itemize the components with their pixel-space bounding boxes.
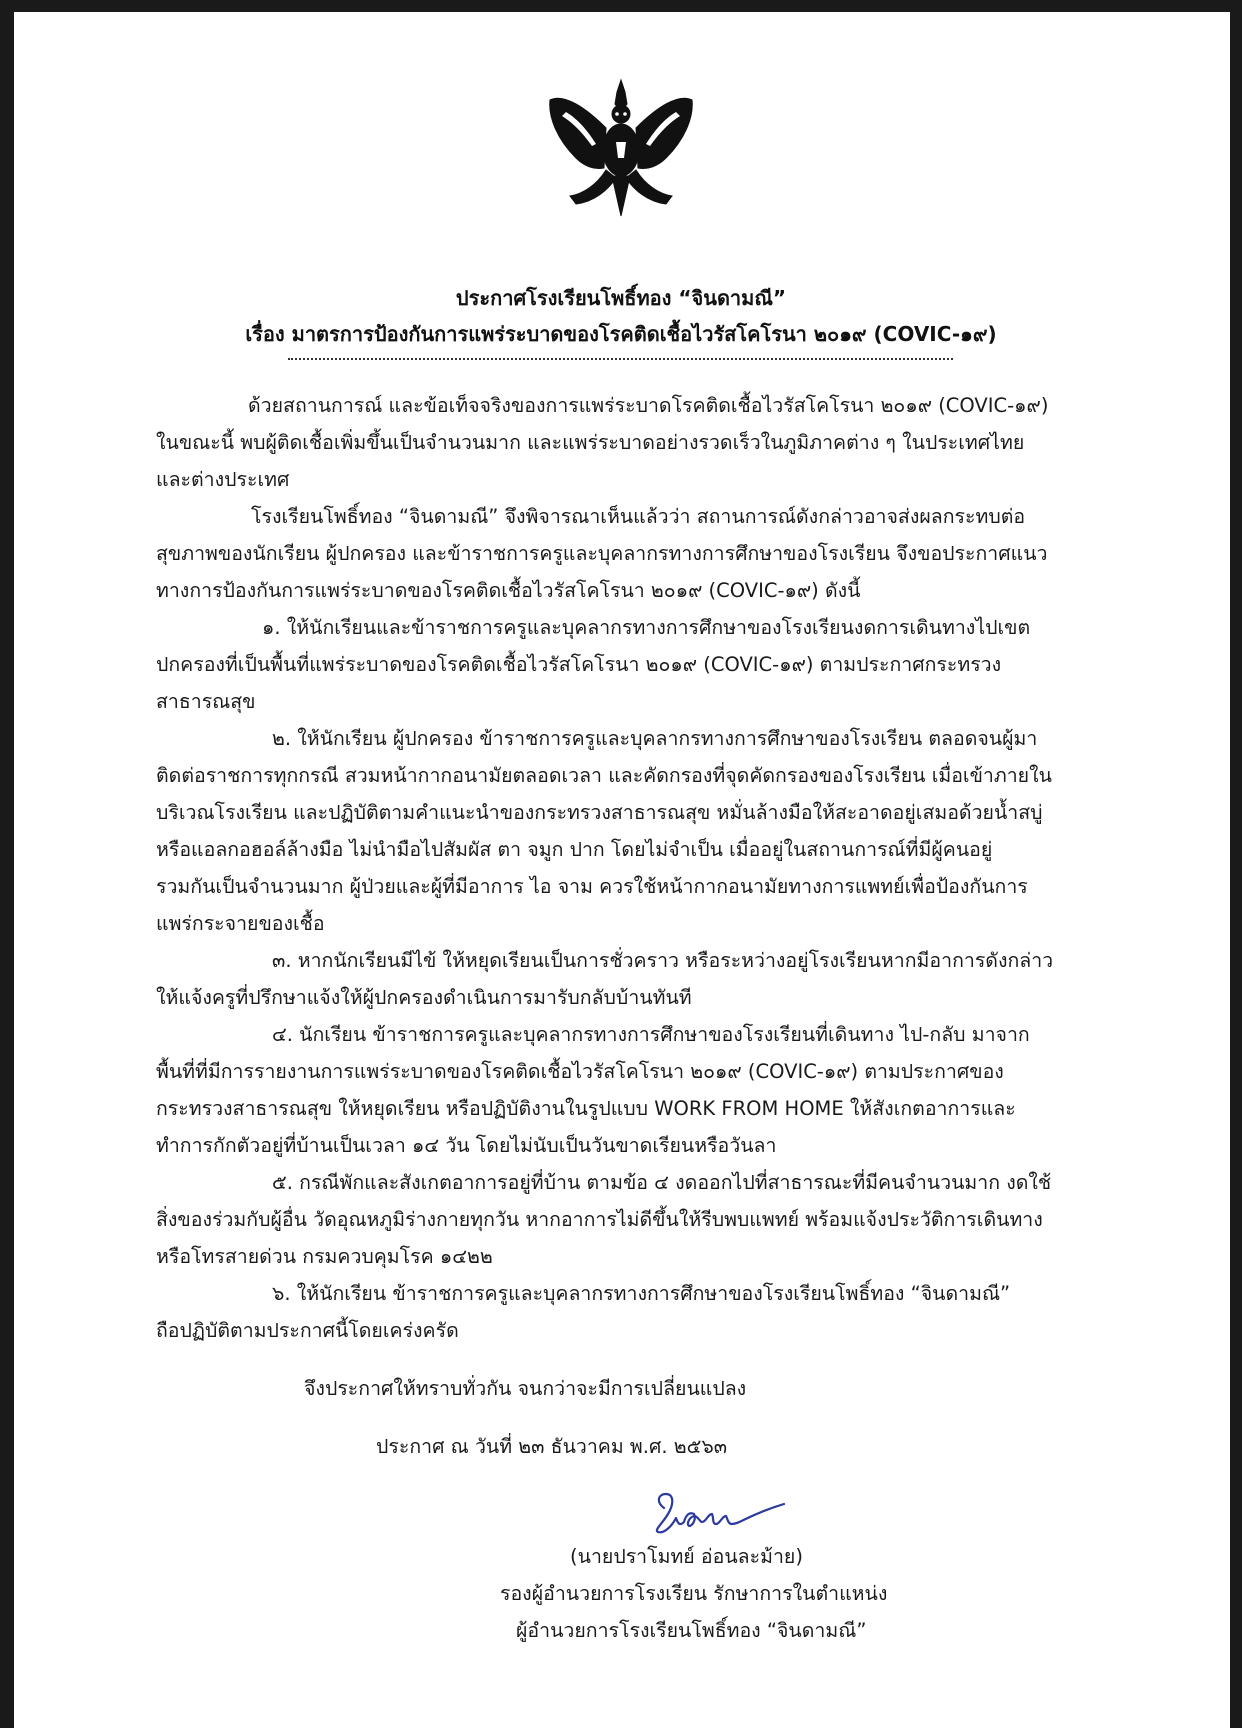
body-line: บริเวณโรงเรียน และปฏิบัติตามคำแนะนำของกระทรวงสาธารณสุข หมั่นล้างมือให้สะอาดอยู่เสมอด้วยน้ำสบู่ bbox=[156, 801, 1043, 824]
item-5-line: ๕. กรณีพักและสังเกตอาการอยู่ที่บ้าน ตามข้อ ๔ งดออกไปที่สาธารณะที่มีคนจำนวนมาก งดใช้ bbox=[272, 1171, 1052, 1194]
body-line: ปกครองที่เป็นพื้นที่แพร่ระบาดของโรคติดเชื้อไวรัสโคโรนา ๒๐๑๙ (COVIC-๑๙) ตามประกาศกระทรวง bbox=[156, 653, 1002, 676]
body-line: แพร่กระจายของเชื้อ bbox=[156, 912, 325, 935]
body-line: ให้แจ้งครูที่ปรึกษาแจ้งให้ผู้ปกครองดำเนินการมารับกลับบ้านทันที bbox=[156, 986, 692, 1009]
announcement-date: ประกาศ ณ วันที่ ๒๓ ธันวาคม พ.ศ. ๒๕๖๓ bbox=[376, 1435, 728, 1458]
body-line: ด้วยสถานการณ์ และข้อเท็จจริงของการแพร่ระบาดโรคติดเชื้อไวรัสโคโรนา ๒๐๑๙ (COVIC-๑๙) bbox=[248, 394, 1049, 417]
body-line: และต่างประเทศ bbox=[156, 468, 290, 491]
item-1-line: ๑. ให้นักเรียนและข้าราชการครูและบุคลากรทางการศึกษาของโรงเรียนงดการเดินทางไปเขต bbox=[262, 616, 1031, 639]
signer-title: ผู้อำนวยการโรงเรียนโพธิ์ทอง “จินดามณี” bbox=[516, 1619, 867, 1642]
closing-text: จึงประกาศให้ทราบทั่วกัน จนกว่าจะมีการเปลี่ยนแปลง bbox=[304, 1377, 747, 1400]
garuda-emblem-icon bbox=[546, 78, 696, 224]
body-line: สาธารณสุข bbox=[156, 690, 256, 713]
document-page bbox=[14, 12, 1230, 1728]
item-2-line: ๒. ให้นักเรียน ผู้ปกครอง ข้าราชการครูและบุคลากรทางการศึกษาของโรงเรียน ตลอดจนผู้มา bbox=[272, 727, 1038, 750]
item-4-line: ๔. นักเรียน ข้าราชการครูและบุคลากรทางการศึกษาของโรงเรียนที่เดินทาง ไป-กลับ มาจาก bbox=[272, 1023, 1030, 1046]
body-line: รวมกันเป็นจำนวนมาก ผู้ป่วยและผู้ที่มีอาการ ไอ จาม ควรใช้หน้ากากอนามัยทางการแพทย์เพื่อป้องกันการ bbox=[156, 875, 1028, 898]
body-line: พื้นที่ที่มีการรายงานการแพร่ระบาดของโรคติดเชื้อไวรัสโคโรนา ๒๐๑๙ (COVIC-๑๙) ตามประกาศของ bbox=[156, 1060, 1004, 1083]
body-line: หรือโทรสายด่วน กรมควบคุมโรค ๑๔๒๒ bbox=[156, 1245, 493, 1268]
body-line: ทางการป้องกันการแพร่ระบาดของโรคติดเชื้อไวรัสโคโรนา ๒๐๑๙ (COVIC-๑๙) ดังนี้ bbox=[156, 579, 861, 602]
body-line: กระทรวงสาธารณสุข ให้หยุดเรียน หรือปฏิบัติงานในรูปแบบ WORK FROM HOME ให้สังเกตอาการและ bbox=[156, 1097, 1016, 1120]
body-line: ในขณะนี้ พบผู้ติดเชื้อเพิ่มขึ้นเป็นจำนวนมาก และแพร่ระบาดอย่างรวดเร็วในภูมิภาคต่าง ๆ ในประเทศไทย bbox=[156, 431, 1025, 454]
body-line: สุขภาพของนักเรียน ผู้ปกครอง และข้าราชการครูและบุคลากรทางการศึกษาของโรงเรียน จึงขอประกาศแนว bbox=[156, 542, 1048, 565]
signer-name: (นายปราโมทย์ อ่อนละม้าย) bbox=[570, 1545, 803, 1568]
item-3-line: ๓. หากนักเรียนมีไข้ ให้หยุดเรียนเป็นการชั่วคราว หรือระหว่างอยู่โรงเรียนหากมีอาการดังกล่าว bbox=[272, 949, 1054, 972]
body-line: ทำการกักตัวอยู่ที่บ้านเป็นเวลา ๑๔ วัน โดยไม่นับเป็นวันขาดเรียนหรือวันลา bbox=[156, 1134, 777, 1157]
handwritten-signature bbox=[650, 1474, 790, 1538]
announcement-heading: ประกาศโรงเรียนโพธิ์ทอง “จินดามณี” bbox=[455, 286, 787, 310]
announcement-subject: เรื่อง มาตรการป้องกันการแพร่ระบาดของโรคติดเชื้อไวรัสโคโรนา ๒๐๑๙ (COVIC-๑๙) bbox=[245, 322, 997, 346]
body-line: หรือแอลกอฮอล์ล้างมือ ไม่นำมือไปสัมผัส ตา จมูก ปาก โดยไม่จำเป็น เมื่ออยู่ในสถานการณ์ที่มีผู้คนอยู่ bbox=[156, 838, 993, 861]
body-line: สิ่งของร่วมกับผู้อื่น วัดอุณหภูมิร่างกายทุกวัน หากอาการไม่ดีขึ้นให้รีบพบแพทย์ พร้อมแจ้งประวัติการเดินทาง bbox=[156, 1208, 1043, 1231]
signer-position: รองผู้อำนวยการโรงเรียน รักษาการในตำแหน่ง bbox=[500, 1582, 888, 1605]
dotted-divider bbox=[288, 358, 953, 360]
body-line: ถือปฏิบัติตามประกาศนี้โดยเคร่งครัด bbox=[156, 1319, 459, 1342]
body-line: โรงเรียนโพธิ์ทอง “จินดามณี” จึงพิจารณาเห็นแล้วว่า สถานการณ์ดังกล่าวอาจส่งผลกระทบต่อ bbox=[251, 505, 1026, 528]
body-line: ติดต่อราชการทุกกรณี สวมหน้ากากอนามัยตลอดเวลา และคัดกรองที่จุดคัดกรองของโรงเรียน เมื่อเข้าภายใน bbox=[156, 764, 1052, 787]
item-6-line: ๖. ให้นักเรียน ข้าราชการครูและบุคลากรทางการศึกษาของโรงเรียนโพธิ์ทอง “จินดามณี” bbox=[272, 1282, 1011, 1305]
